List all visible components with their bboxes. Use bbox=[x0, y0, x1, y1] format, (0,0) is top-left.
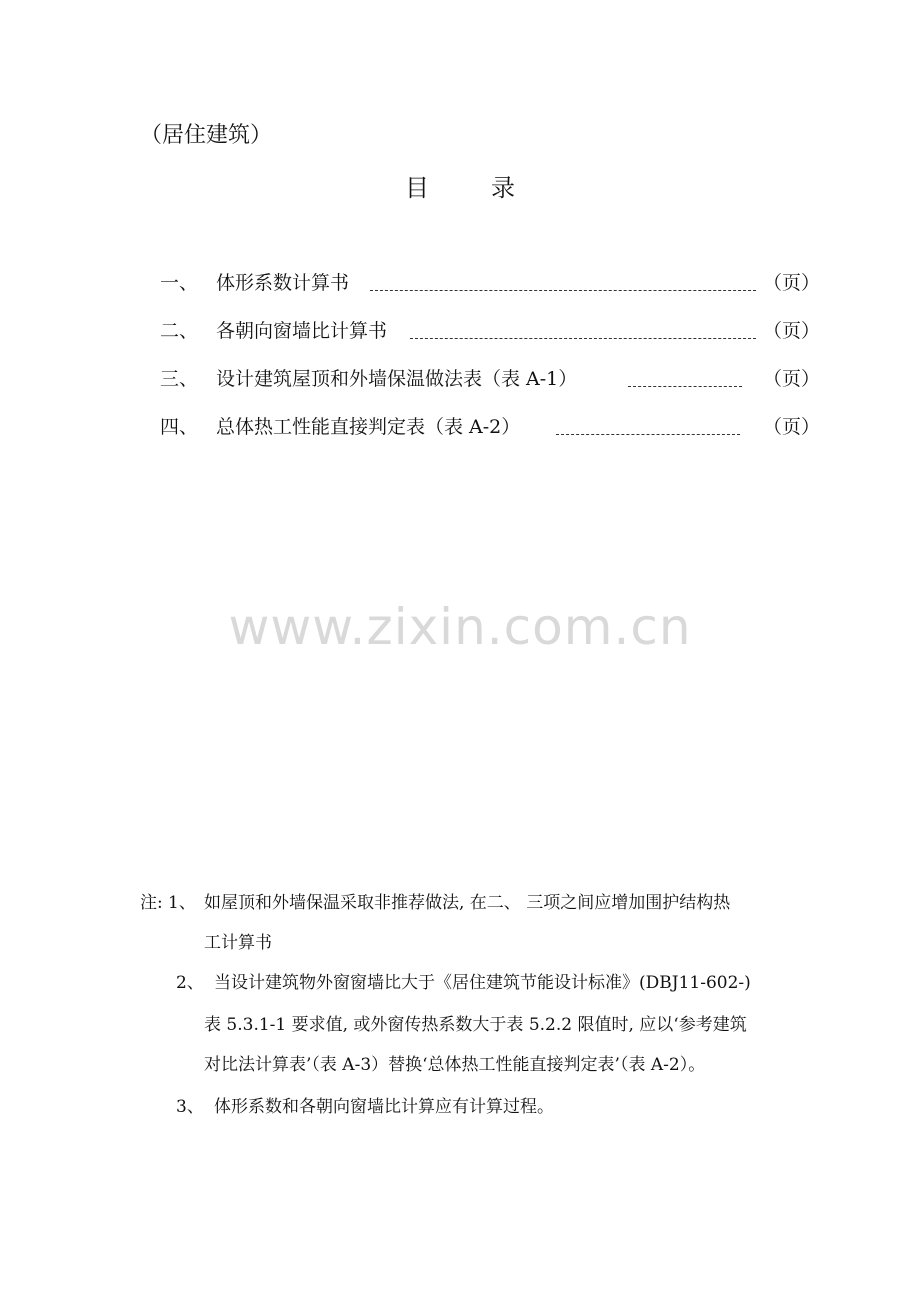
note-number: 3、 bbox=[176, 1097, 204, 1117]
toc-item-page: （页） bbox=[762, 272, 820, 294]
toc-item-number: 四、 bbox=[160, 416, 199, 438]
toc-item-page: （页） bbox=[762, 368, 820, 390]
watermark: www.zixin.com.cn bbox=[228, 598, 692, 656]
toc-item-text: 总体热工性能直接判定表（表 A-2） bbox=[216, 416, 521, 438]
toc-item-number: 三、 bbox=[160, 368, 199, 390]
subtitle: （居住建筑） bbox=[140, 123, 273, 148]
note-text-line: 表 5.3.1-1 要求值, 或外窗传热系数大于表 5.2.2 限值时, 应以‘参考建筑 bbox=[204, 1015, 747, 1035]
toc-leader bbox=[628, 364, 742, 387]
page-title bbox=[0, 168, 920, 203]
toc-item-1[interactable] bbox=[160, 268, 820, 298]
toc-item-3[interactable] bbox=[160, 364, 820, 394]
note-text-line: 对比法计算表’（表 A-3）替换‘总体热工性能直接判定表’（表 A-2）。 bbox=[204, 1055, 706, 1075]
title-char-2: 录 bbox=[491, 174, 515, 202]
toc-item-number: 二、 bbox=[160, 320, 199, 342]
note-number: 2、 bbox=[176, 973, 204, 993]
toc-leader bbox=[556, 412, 740, 435]
toc-item-page: （页） bbox=[762, 416, 820, 438]
toc-item-text: 体形系数计算书 bbox=[216, 272, 350, 294]
title-char-1: 目 bbox=[405, 174, 429, 202]
note-text-line: 当设计建筑物外窗窗墙比大于《居住建筑节能设计标准》(DBJ11-602-) bbox=[214, 973, 751, 993]
toc-item-4[interactable] bbox=[160, 412, 820, 442]
toc-item-2[interactable] bbox=[160, 316, 820, 346]
toc-leader bbox=[410, 316, 756, 339]
note-text-line: 工计算书 bbox=[204, 933, 272, 953]
toc-item-page: （页） bbox=[762, 320, 820, 342]
note-number: 1、 bbox=[168, 893, 196, 913]
toc-leader bbox=[370, 268, 756, 291]
toc-item-text: 设计建筑屋顶和外墙保温做法表（表 A-1） bbox=[216, 368, 578, 390]
toc-item-text: 各朝向窗墙比计算书 bbox=[216, 320, 388, 342]
note-text-line: 如屋顶和外墙保温采取非推荐做法, 在二、 三项之间应增加围护结构热 bbox=[204, 893, 731, 913]
note-text-line: 体形系数和各朝向窗墙比计算应有计算过程。 bbox=[214, 1097, 554, 1117]
notes-prefix: 注: bbox=[140, 893, 163, 913]
toc-item-number: 一、 bbox=[160, 272, 199, 294]
